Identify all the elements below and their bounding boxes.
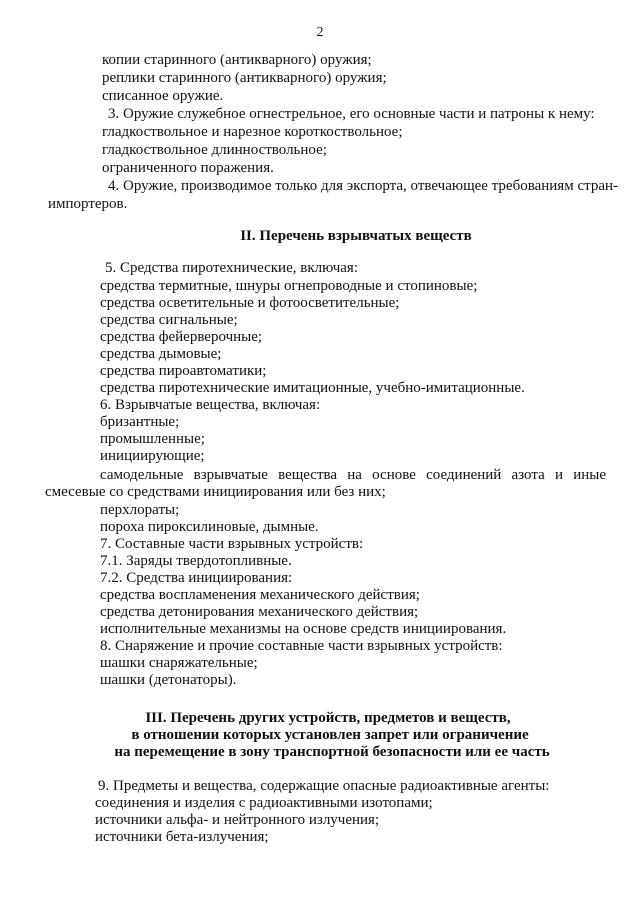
text-line: средства осветительные и фотоосветительные; [100,295,400,311]
text-line: средства термитные, шнуры огнепроводные и стопиновые; [100,278,478,294]
page-number: 2 [316,25,324,40]
text-line: средства пироавтоматики; [100,363,267,379]
section-heading-3-line-1: III. Перечень других устройств, предметов и веществ, [145,710,511,726]
text-line: средства дымовые; [100,346,222,362]
section-heading-2: II. Перечень взрывчатых веществ [240,228,472,244]
text-line: самодельные взрывчатые вещества на основе соединений азота и иные [100,467,606,483]
text-line: средства фейерверочные; [100,329,263,345]
text-line: 5. Средства пиротехнические, включая: [105,260,358,276]
text-line: 6. Взрывчатые вещества, включая: [100,397,321,413]
text-line: соединения и изделия с радиоактивными изотопами; [95,795,433,811]
text-line: источники альфа- и нейтронного излучения; [95,812,380,828]
text-line: ограниченного поражения. [102,160,274,176]
text-line: шашки (детонаторы). [100,672,237,688]
section-heading-3-line-2: в отношении которых установлен запрет или ограничение [131,727,529,743]
text-line: 7.1. Заряды твердотопливные. [100,553,292,569]
text-line: 3. Оружие служебное огнестрельное, его основные части и патроны к нему: [108,106,595,122]
text-line: промышленные; [100,431,205,447]
text-line: импортеров. [48,196,128,212]
text-line: 8. Снаряжение и прочие составные части взрывных устройств: [100,638,503,654]
text-line: 4. Оружие, производимое только для экспорта, отвечающее требованиям стран- [108,178,619,194]
text-line: гладкоствольное и нарезное короткоствольное; [102,124,403,140]
text-line: источники бета-излучения; [95,829,269,845]
text-line: средства пиротехнические имитационные, учебно-имитационные. [100,380,525,396]
section-heading-3-line-3: на перемещение в зону транспортной безопасности или ее часть [114,744,550,760]
text-line: гладкоствольное длинноствольное; [102,142,327,158]
text-line: 7. Составные части взрывных устройств: [100,536,364,552]
text-line: средства воспламенения механического действия; [100,587,420,603]
text-line: списанное оружие. [102,88,224,104]
text-line: реплики старинного (антикварного) оружия; [102,70,387,86]
text-line: шашки снаряжательные; [100,655,258,671]
text-line: копии старинного (антикварного) оружия; [102,52,372,68]
text-line: 9. Предметы и вещества, содержащие опасные радиоактивные агенты: [98,778,550,794]
text-line: исполнительные механизмы на основе средств инициирования. [100,621,507,637]
text-line: перхлораты; [100,502,180,518]
text-line: средства детонирования механического действия; [100,604,419,620]
text-line: средства сигнальные; [100,312,238,328]
text-line: 7.2. Средства инициирования: [100,570,293,586]
text-line: инициирующие; [100,448,205,464]
text-line: бризантные; [100,414,180,430]
text-line: пороха пироксилиновые, дымные. [100,519,319,535]
text-line: смесевые со средствами инициирования или без них; [45,484,386,500]
